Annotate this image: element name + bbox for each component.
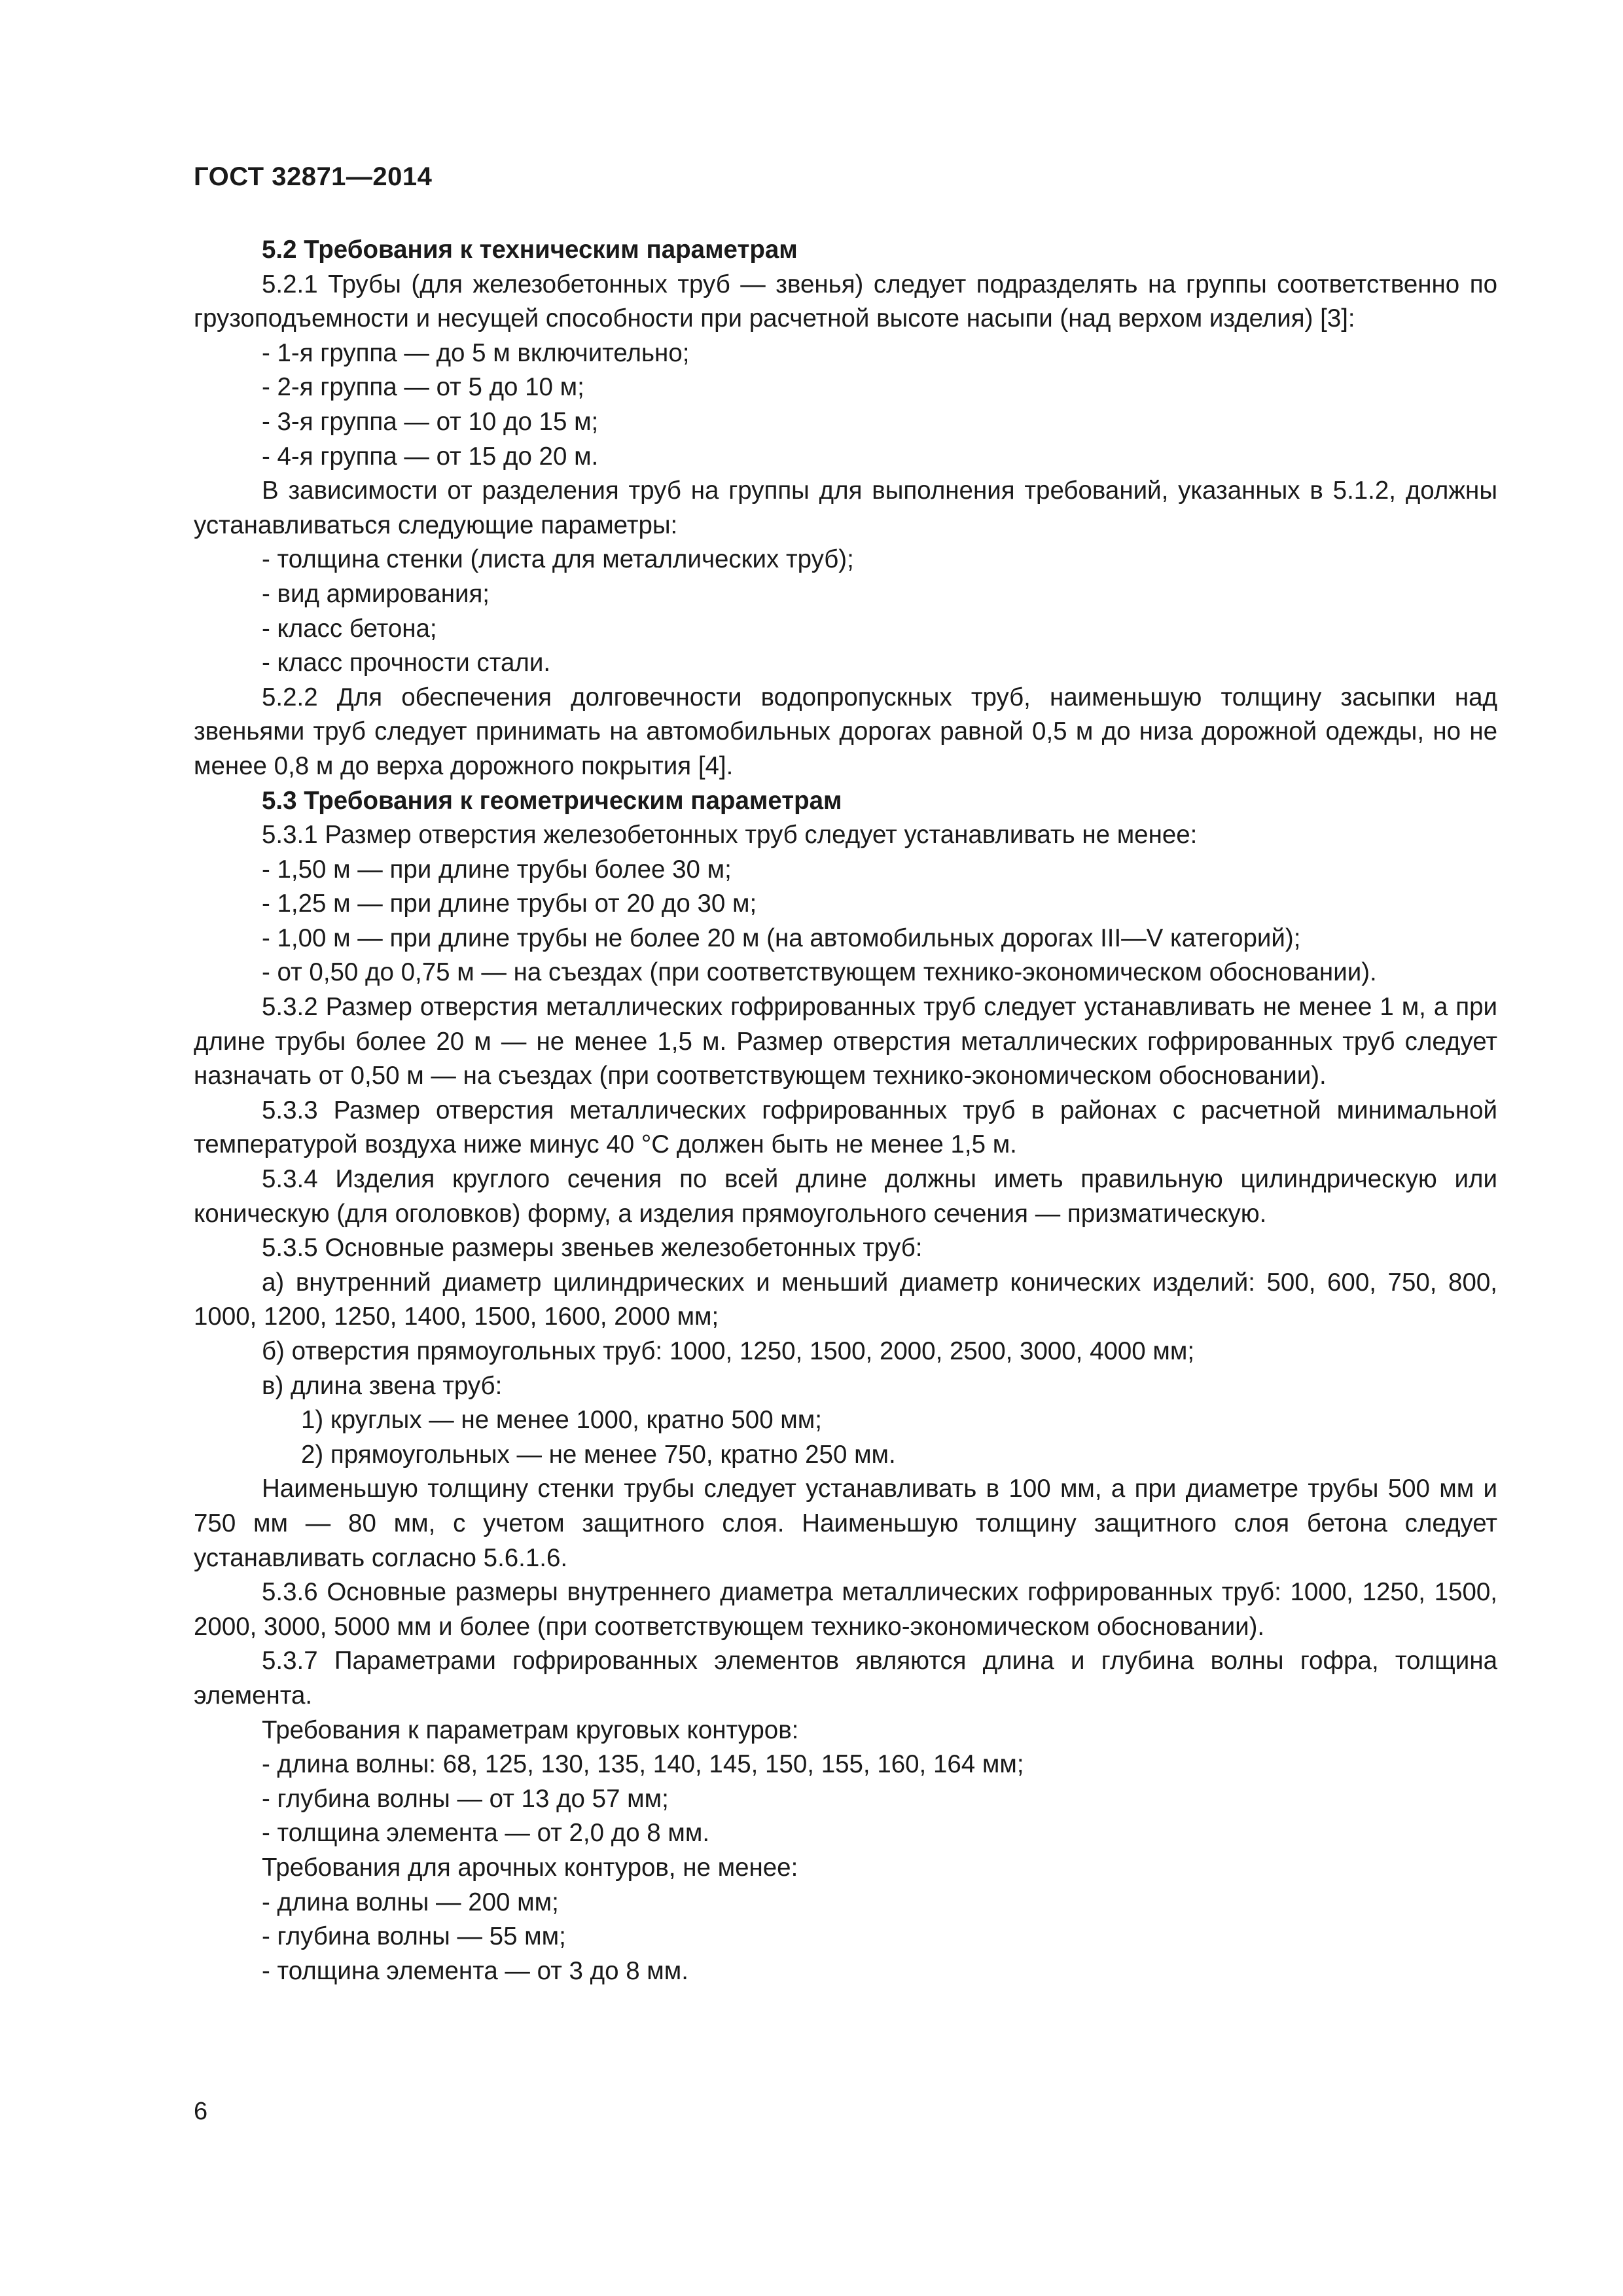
paragraph: 5.2.1 Трубы (для железобетонных труб — звенья) следует подразделять на группы соответственно по грузоподъемности и несущей способности при расчетной высоте насыпи (над верхом изделия) [3]: [194, 270, 1497, 333]
paragraph: а) внутренний диаметр цилиндрических и меньший диаметр конических изделий: 500, 600, 750, 800, 1000, 1200, 1250, 1400, 1500, 1600, 2000 мм; [194, 1268, 1497, 1331]
paragraph: 5.3.2 Размер отверстия металлических гофрированных труб следует устанавливать не менее 1 м, а при длине трубы более 20 м — не менее 1,5 м. Размер отверстия металлических гофрированных труб следует назначать от 0,50 м — на съездах (при соответствующем технико-экономическом обосновании). [194, 993, 1497, 1090]
paragraph: 5.2.2 Для обеспечения долговечности водопропускных труб, наименьшую толщину засыпки над звеньями труб следует принимать на автомобильных дорогах равной 0,5 м до низа дорожной одежды, но не менее 0,8 м до верха дорожного покрытия [4]. [194, 683, 1497, 780]
list-item: - от 0,50 до 0,75 м — на съездах (при соответствующем технико-экономическом обосновании). [262, 958, 1377, 987]
list-item: - длина волны: 68, 125, 130, 135, 140, 145, 150, 155, 160, 164 мм; [262, 1750, 1024, 1779]
list-item: - глубина волны — 55 мм; [262, 1922, 566, 1951]
list-item: Требования для арочных контуров, не менее: [262, 1853, 798, 1882]
list-item: - 3-я группа — от 10 до 15 м; [262, 407, 599, 436]
list-item: - класс прочности стали. [262, 649, 551, 677]
list-item: - 1,50 м — при длине трубы более 30 м; [262, 855, 732, 884]
paragraph: 5.3.3 Размер отверстия металлических гофрированных труб в районах с расчетной минимальной температурой воздуха ниже минус 40 °С должен быть не менее 1,5 м. [194, 1096, 1497, 1159]
list-item: - 1,00 м — при длине трубы не более 20 м (на автомобильных дорогах III—V категорий); [262, 924, 1301, 952]
list-item: - толщина стенки (листа для металлических труб); [262, 545, 854, 574]
sub-list-item: 1) круглых — не менее 1000, кратно 500 мм; [301, 1406, 822, 1435]
list-item: - глубина волны — от 13 до 57 мм; [262, 1784, 669, 1813]
paragraph: 5.3.5 Основные размеры звеньев железобетонных труб: [262, 1234, 923, 1263]
document-header: ГОСТ 32871—2014 [194, 162, 433, 191]
list-item: - 1,25 м — при длине трубы от 20 до 30 м; [262, 889, 757, 918]
list-item: - 2-я группа — от 5 до 10 м; [262, 373, 584, 402]
paragraph: 5.3.7 Параметрами гофрированных элементов являются длина и глубина волны гофра, толщина элемента. [194, 1647, 1497, 1710]
list-item: - длина волны — 200 мм; [262, 1888, 559, 1916]
paragraph: 5.3.6 Основные размеры внутреннего диаметра металлических гофрированных труб: 1000, 1250, 1500, 2000, 3000, 5000 мм и более (при соответствующем технико-экономическом обосновании). [194, 1578, 1497, 1641]
section-heading: 5.2 Требования к техническим параметрам [262, 236, 798, 264]
list-item: - класс бетона; [262, 614, 437, 643]
list-item: Требования к параметрам круговых контуров: [262, 1715, 799, 1744]
list-item: - вид армирования; [262, 579, 490, 608]
list-item: - толщина элемента — от 2,0 до 8 мм. [262, 1819, 710, 1848]
paragraph: Наименьшую толщину стенки трубы следует устанавливать в 100 мм, а при диаметре трубы 500 мм и 750 мм — 80 мм, с учетом защитного слоя. Наименьшую толщину защитного слоя бетона следует устанавливать согласно 5.6.1.6. [194, 1475, 1497, 1572]
paragraph: В зависимости от разделения труб на группы для выполнения требований, указанных в 5.1.2, должны устанавливаться следующие параметры: [194, 476, 1497, 539]
paragraph: 5.3.1 Размер отверстия железобетонных труб следует устанавливать не менее: [262, 821, 1198, 850]
paragraph: 5.3.4 Изделия круглого сечения по всей длине должны иметь правильную цилиндрическую или коническую (для оголовков) форму, а изделия прямоугольного сечения — призматическую. [194, 1165, 1497, 1228]
list-item: - 4-я группа — от 15 до 20 м. [262, 442, 599, 471]
page-number: 6 [194, 2098, 208, 2125]
document-body [194, 233, 1497, 1988]
list-item: в) длина звена труб: [262, 1371, 503, 1400]
list-item: б) отверстия прямоугольных труб: 1000, 1250, 1500, 2000, 2500, 3000, 4000 мм; [262, 1337, 1195, 1365]
section-heading: 5.3 Требования к геометрическим параметрам [262, 786, 842, 815]
list-item: - толщина элемента — от 3 до 8 мм. [262, 1956, 688, 1985]
sub-list-item: 2) прямоугольных — не менее 750, кратно 250 мм. [301, 1440, 896, 1469]
list-item: - 1-я группа — до 5 м включительно; [262, 338, 690, 367]
